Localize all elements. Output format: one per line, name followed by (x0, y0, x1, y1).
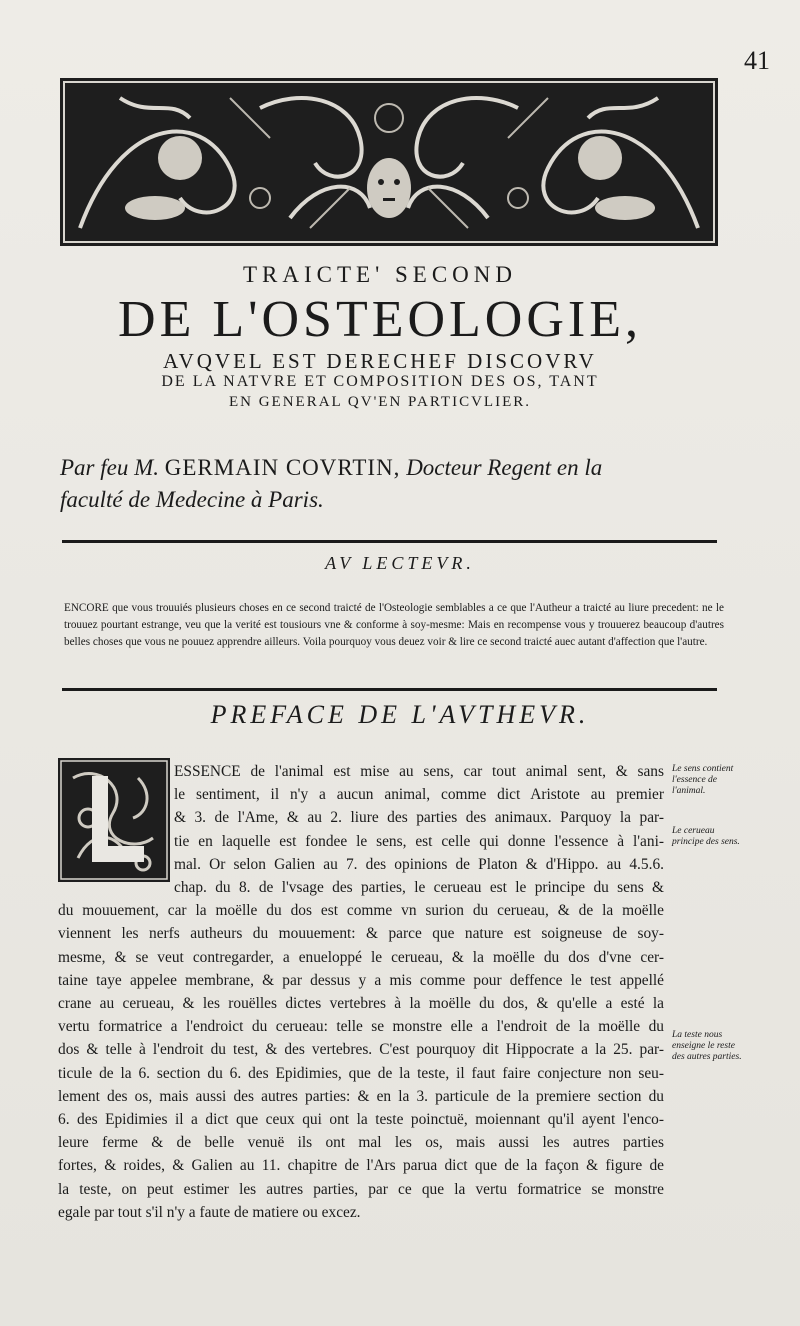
ornament-image (60, 78, 718, 246)
preface-line: du mouuement, car la moëlle du dos est comme vn surion du cerueau, & de la moëlle (58, 902, 664, 920)
divider-rule-bottom (62, 688, 717, 691)
preface-line: chap. du 8. de l'vsage des parties, le cerueau est le principe du sens & (174, 879, 664, 897)
preface-line: mal. Or selon Galien au 7. des opinions de Platon & d'Hippo. au 4.5.6. (174, 855, 664, 873)
title-line-4: DE LA NATVRE ET COMPOSITION DES OS, TANT (161, 373, 599, 390)
preface-line: mesme, & se veut contregarder, a enueloppé le cerueau, & la moëlle du dos d'vne cer- (58, 948, 664, 966)
author-name: GERMAIN COVRTIN, (164, 455, 401, 480)
preface-line: crane au cerueau, & les rouëlles dictes vertebres à la moëlle du dos, & qu'elle a esté la (58, 995, 664, 1013)
title-block (40, 262, 720, 412)
preface-line: dos & telle à l'endroit du test, & des vertebres. C'est pourquoy dit Hippocrate a la 25. par- (58, 1041, 664, 1059)
page-number: 41 (744, 46, 770, 75)
preface-line: 6. des Epidimies il a dict que ceux qui ont la teste poinctuë, moiennant qu'il ayent l'enco- (58, 1111, 664, 1129)
preface-line: egale par tout s'il n'y a faute de matiere ou excez. (58, 1203, 361, 1221)
preface-line: le sentiment, il n'y a aucun animal, comme dict Aristote au premier (174, 786, 664, 804)
preface-line: tie en laquelle est fondee le sens, est celle qui donne l'essence à l'ani- (174, 832, 664, 850)
margin-note: Le cerueau principe des sens. (672, 826, 740, 847)
preface-line: taine taye appelee membrane, & par dessus y a mis comme pour deffence le test appellé (58, 971, 664, 989)
margin-note: Le sens contient l'essence de l'animal. (672, 764, 734, 796)
title-line-5: EN GENERAL QV'EN PARTICVLIER. (228, 394, 531, 410)
author-suffix: Docteur Regent en la (406, 455, 603, 480)
author-block (60, 452, 660, 516)
title-line-2: DE L'OSTEOLOGIE, (118, 291, 642, 348)
title-line-1: TRAICTE' SECOND (242, 262, 517, 287)
preface-line: ticule de la 6. section du 6. des Epidimies, que de la teste, il faut faire conjecture non seu- (58, 1064, 664, 1082)
preface-line: & 3. de l'Ame, & au 2. liure des parties des animaux. Parquoy la par- (174, 809, 664, 827)
author-line-2 (60, 484, 660, 516)
lecteur-heading: AV LECTEVR. (325, 553, 475, 573)
preface-line: lement des os, mais aussi des autres parties: & en la 3. particule de la premiere section du (58, 1087, 664, 1105)
author-faculty: faculté de Medecine à Paris. (60, 487, 324, 512)
preface-line: viennent les nerfs autheurs du mouuement: & parce que nature est soigneuse de soy- (58, 925, 664, 943)
lecteur-paragraph: ENCORE que vous trouuiés plusieurs choses en ce second traicté de l'Osteologie semblables a ce que l'Autheur a traicté au liure precedent: ne le trouuez pourtant estrange, veu que la verité est tousiours vne & conforme à soy-mesme: Mais en recompense vous y trouuerez beaucoup d'autres belles choses que vous ne pouuez apprendre ailleurs. Voila pourquoy vous deuez voir & lire ce second traicté auec autant d'affection que l'autre. (64, 602, 724, 648)
preface-line: ESSENCE de l'animal est mise au sens, car tout animal sent, & sans (174, 763, 664, 780)
margin-note: La teste nous enseigne le reste des autres parties. (672, 1030, 742, 1062)
preface-heading: PREFACE DE L'AVTHEVR. (210, 700, 590, 729)
preface-line: vertu formatrice a l'endroict du cerueau: telle se monstre elle a l'endroit de la moëlle du (58, 1018, 664, 1036)
author-prefix: Par feu M. (60, 455, 160, 480)
preface-line: leure ferme & de belle venuë ils ont mal les os, mais aussi les autres parties (58, 1134, 664, 1152)
title-line-3: AVQVEL EST DERECHEF DISCOVRV (163, 349, 597, 373)
divider-rule-top (62, 540, 717, 543)
author-line-1 (60, 452, 660, 484)
preface-line: la teste, on peut estimer les autres parties, par ce que la vertu formatrice se monstre (58, 1180, 664, 1198)
ornamental-headpiece (60, 78, 718, 246)
preface-body (58, 760, 664, 1224)
preface-line: fortes, & roides, & Galien au 11. chapitre de l'Ars parua dict que de la façon & figure de (58, 1157, 664, 1175)
